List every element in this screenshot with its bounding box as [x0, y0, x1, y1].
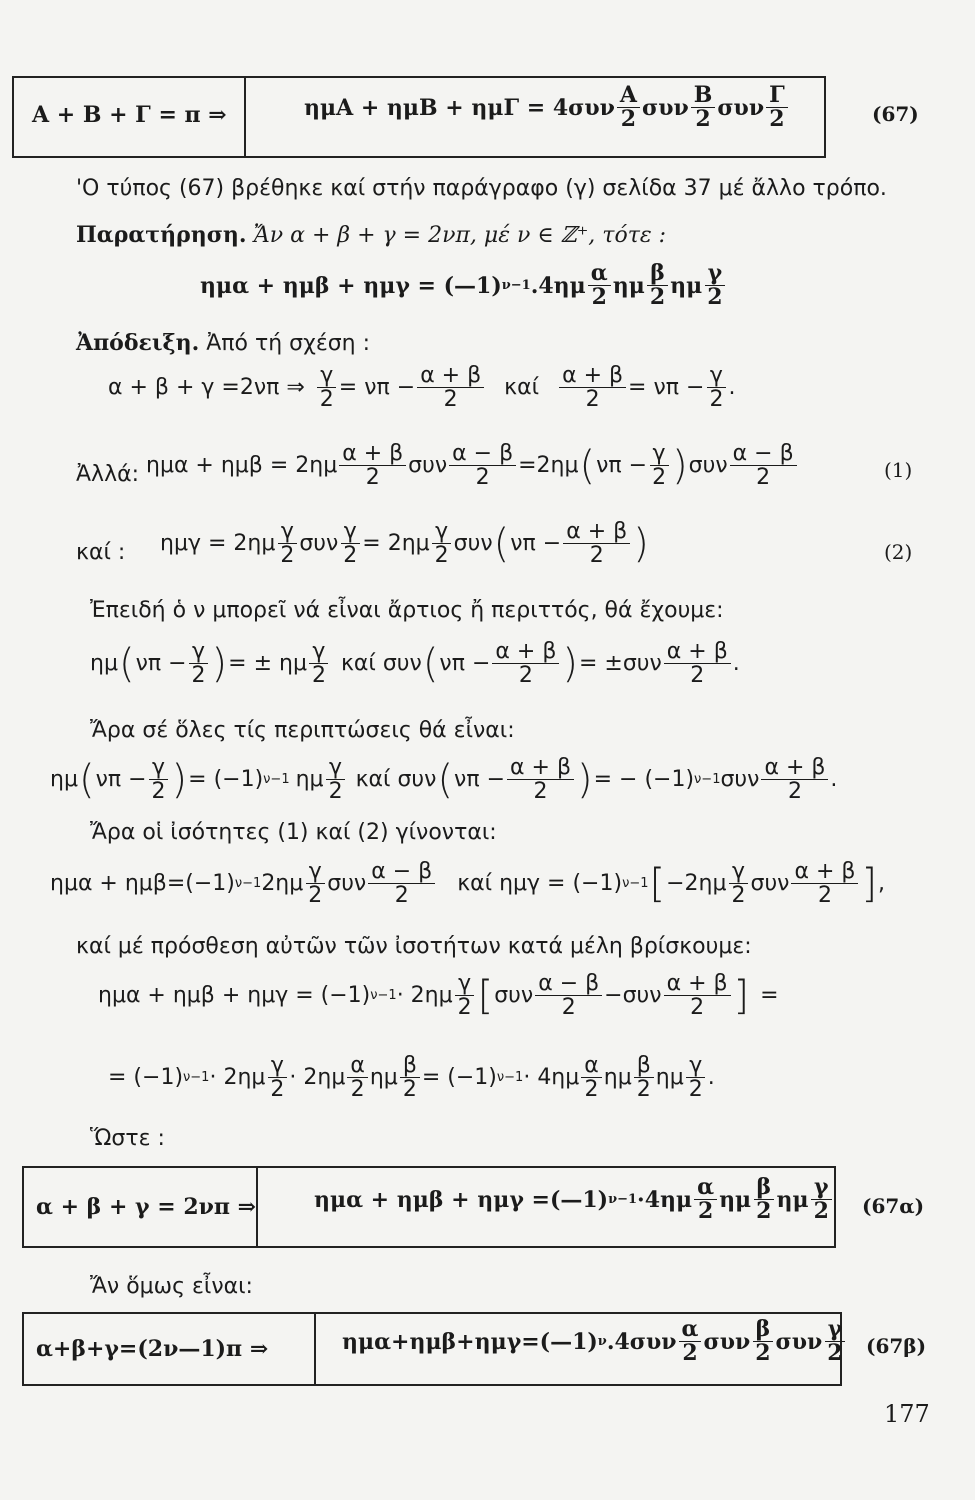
box67b-condition: α+β+γ=(2ν—1)π ⇒: [36, 1336, 269, 1362]
box67-formula: ημΑ + ημΒ + ημΓ = 4συν $\frac{A}{2}$ συν $\frac{B}{2}$ συν $\frac{\Gamma}{2}$: [304, 84, 790, 131]
remark-line: Παρατήρηση. Ἄν α + β + γ = 2νπ, μέ ν ∈ ℤ⁺, τότε :: [76, 222, 667, 248]
paragraph-text: Ἄν ὅμως εἶναι:: [90, 1274, 253, 1299]
equation-2-label: καί :: [76, 540, 126, 565]
paragraph-text: καί μέ πρόσθεση αὐτῶν τῶν ἰσοτήτων κατά μέλη βρίσκουμε:: [76, 934, 752, 959]
equation-sum: ημα + ημβ + ημγ = (−1) ν−1 · 2ημ $\frac{\gamma}{2}$ [ συν $\frac{\alpha - \beta}{2}$ −συν $\frac{\alpha + \beta}{2}$ ] =: [98, 971, 779, 1021]
equation-1: ημα + ημβ = 2ημ $\frac{\alpha + \beta}{2}$ συν $\frac{\alpha - \beta}{2}$ =2ημ ( νπ − $\frac{\gamma}{2}$ ) συν $\frac{\alpha - \beta}{2}$: [146, 442, 799, 489]
box67b-formula: ημα+ημβ+ημγ=(—1) ν .4συν $\frac{\alpha}{2}$ συν $\frac{\beta}{2}$ συν $\frac{\gamma}{2}$: [342, 1318, 848, 1365]
paragraph-text: Ἄρα οἱ ἰσότητες (1) καί (2) γίνονται:: [90, 820, 497, 845]
proof-line: Ἀπόδειξη. Ἀπό τή σχέση :: [76, 330, 370, 356]
equation-2: ημγ = 2ημ $\frac{\gamma}{2}$ συν $\frac{\gamma}{2}$ = 2ημ $\frac{\gamma}{2}$ συν ( νπ − $\frac{\alpha + \beta}{2}$ ): [160, 519, 649, 569]
box67a-formula: ημα + ημβ + ημγ =(—1) ν−1 ·4ημ $\frac{\alpha}{2}$ ημ $\frac{\beta}{2}$ ημ $\frac{\gamma}{2}$: [314, 1176, 834, 1223]
equation-relation: α + β + γ =2νπ ⇒ $\frac{\gamma}{2}$ = νπ − $\frac{\alpha + \beta}{2}$ καί $\frac{\alpha + \beta}{2}$ = νπ − $\frac{\gamma}{2}$ .: [108, 363, 736, 413]
equation-become: ημα + ημβ=(−1) ν−1 2ημ $\frac{\gamma}{2}$ συν $\frac{\alpha - \beta}{2}$ καί ημγ = (−1) ν−1 [ −2ημ $\frac{\gamma}{2}$ συν $\frac{\alpha + \beta}{2}$ ] ,: [50, 859, 886, 909]
equation-sum-result: = (−1) ν−1 · 2ημ $\frac{\gamma}{2}$ · 2ημ $\frac{\alpha}{2}$ ημ $\frac{\beta}{2}$ = (−1) ν−1 · 4ημ $\frac{\alpha}{2}$ ημ $\frac{\beta}{2}$ ημ $\frac{\gamma}{2}$ .: [108, 1053, 715, 1103]
equation-tag-2: (2): [884, 540, 913, 564]
box67a-condition: α + β + γ = 2νπ ⇒: [36, 1194, 257, 1220]
equation-tag-67: (67): [872, 102, 919, 126]
equation-tag-67b: (67β): [866, 1334, 927, 1358]
equation-remark: ημα + ημβ + ημγ = (—1) ν−1 .4ημ $\frac{\alpha}{2}$ ημ $\frac{\beta}{2}$ ημ $\frac{\gamma}{2}$: [200, 262, 728, 309]
paragraph-text: Ὥστε :: [90, 1126, 165, 1151]
paragraph-text: Ἄρα σέ ὅλες τίς περιπτώσεις θά εἶναι:: [90, 718, 515, 743]
equation-all-cases: ημ ( νπ − $\frac{\gamma}{2}$ ) = (−1) ν−1 ημ $\frac{\gamma}{2}$ καί συν ( νπ − $\frac{\alpha + \beta}{2}$ ) = − (−1) ν−1 συν $\frac{\alpha + \beta}{2}$ .: [50, 755, 838, 805]
paragraph-text: Ἐπειδή ὁ ν μπορεῖ νά εἶναι ἄρτιος ἤ περιττός, θά ἔχουμε:: [90, 598, 724, 623]
box67-condition: Α + Β + Γ = π ⇒: [32, 102, 227, 128]
equation-tag-1: (1): [884, 458, 913, 482]
paragraph-text: 'Ο τύπος (67) βρέθηκε καί στήν παράγραφο (γ) σελίδα 37 μέ ἄλλο τρόπο.: [76, 176, 887, 201]
page-number: 177: [884, 1400, 930, 1428]
equation-tag-67a: (67α): [862, 1194, 925, 1218]
formula-box-67a: [22, 1166, 836, 1248]
equation-plus-minus: ημ ( νπ − $\frac{\gamma}{2}$ ) = ± ημ $\frac{\gamma}{2}$ καί συν ( νπ − $\frac{\alpha + \beta}{2}$ ) = ±συν $\frac{\alpha + \beta}{2}$ .: [90, 639, 740, 689]
formula-box-67b: [22, 1312, 842, 1386]
equation-1-label: Ἀλλά:: [76, 462, 140, 487]
formula-box-67: [12, 76, 826, 158]
